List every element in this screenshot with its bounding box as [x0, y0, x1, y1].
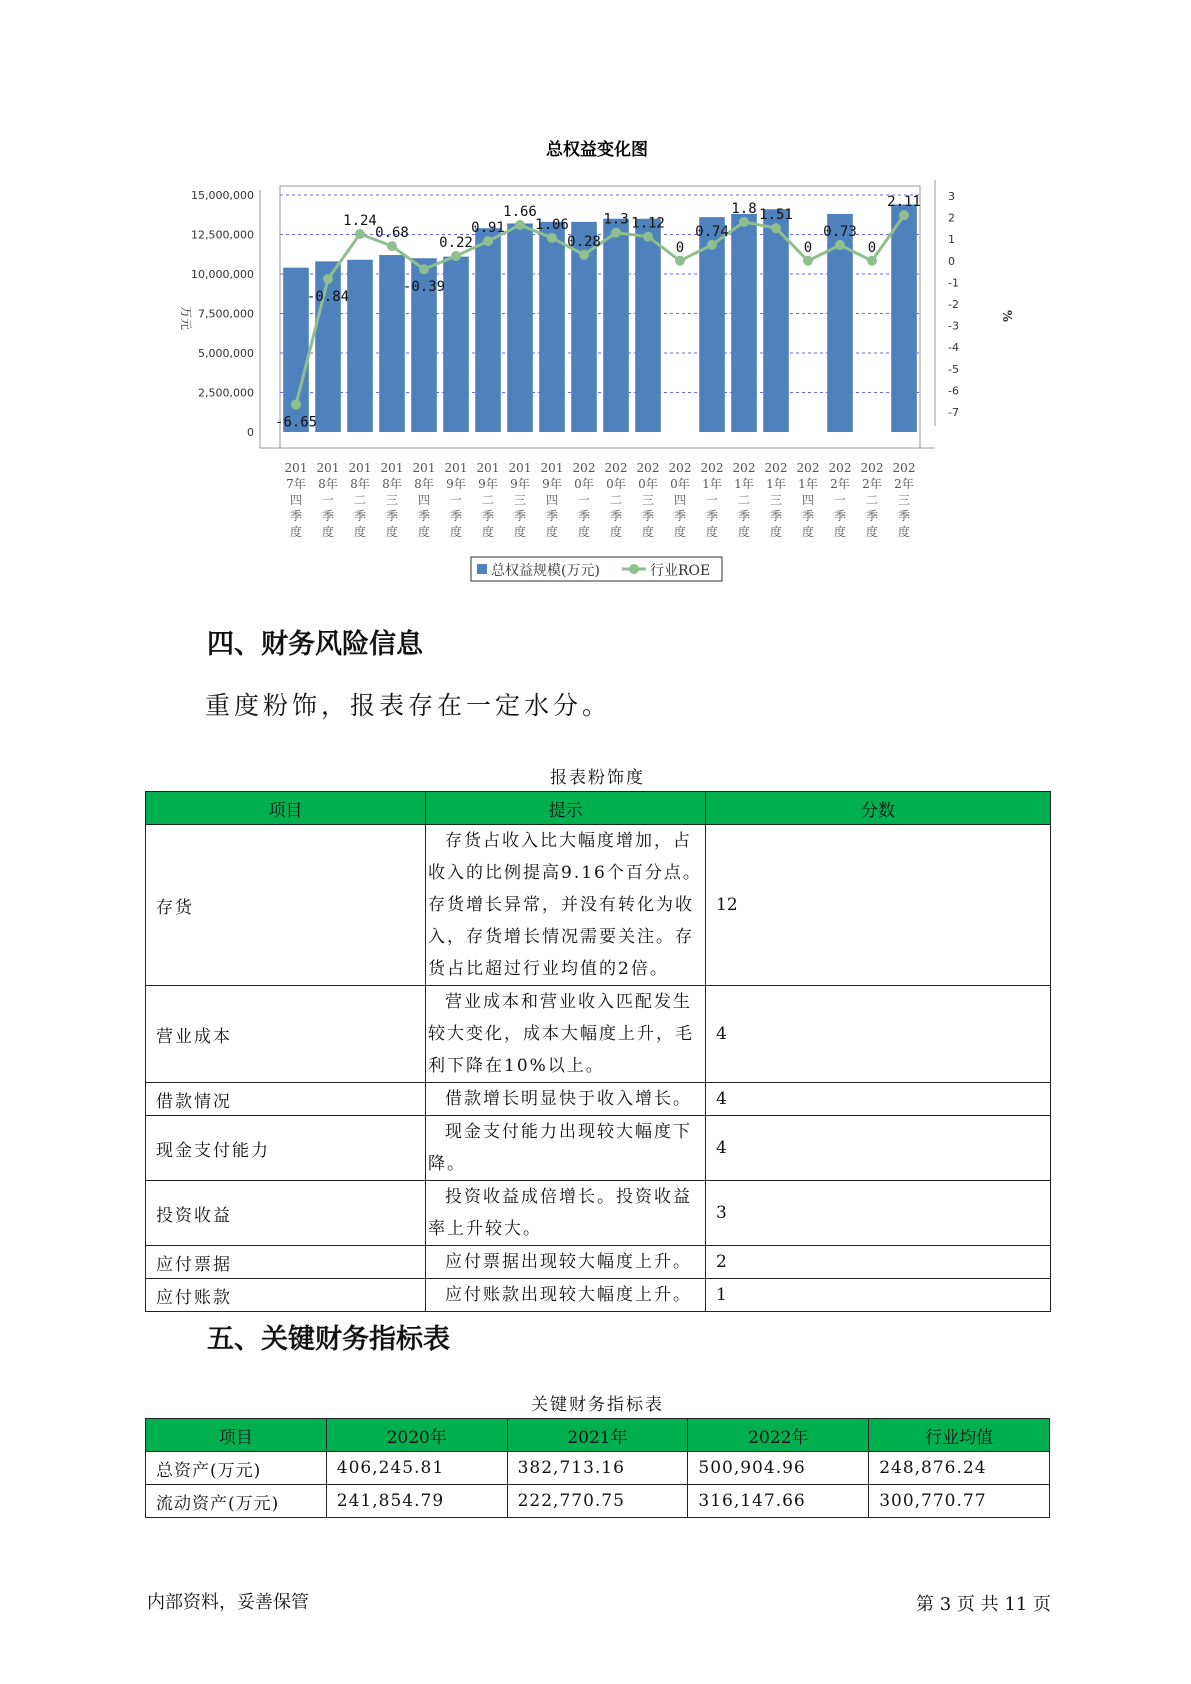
roe-point — [739, 217, 749, 227]
roe-point — [291, 399, 301, 409]
roe-point — [611, 228, 621, 238]
bar — [475, 228, 501, 432]
x-tick-label: 201 9年二季度 — [476, 461, 500, 539]
roe-data-label: 0.28 — [567, 233, 601, 250]
kpi-cell: 406,245.81 — [326, 1452, 507, 1485]
table-row — [146, 1083, 1051, 1116]
roe-data-label: 0 — [803, 239, 813, 256]
x-tick-label: 202 1年三季度 — [764, 461, 788, 539]
roe-data-label: 2.11 — [887, 194, 921, 211]
x-tick-label: 201 7年四季度 — [284, 461, 308, 539]
table-row — [146, 986, 1051, 1083]
y2-tick-label: -3 — [948, 319, 959, 333]
footer-confidential: 内部资料，妥善保管 — [147, 1592, 309, 1613]
table-row — [146, 1279, 1051, 1312]
x-tick-label: 202 1年一季度 — [700, 461, 724, 539]
roe-point — [419, 264, 429, 274]
risk-header-score: 分数 — [706, 792, 1051, 825]
bar — [379, 255, 405, 432]
roe-data-label: -6.65 — [274, 414, 318, 431]
table-row — [146, 1452, 1050, 1485]
kpi-cell: 总资产(万元) — [146, 1452, 327, 1485]
risk-item: 借款情况 — [146, 1083, 426, 1116]
roe-data-label: 1.12 — [631, 215, 665, 232]
y2-axis-label: % — [1000, 309, 1014, 323]
roe-point — [579, 250, 589, 260]
y-tick-label: 2,500,000 — [198, 386, 254, 400]
risk-score: 3 — [706, 1181, 1051, 1246]
kpi-header: 项目 — [146, 1419, 327, 1452]
y2-tick-label: 3 — [948, 190, 955, 203]
kpi-header: 2021年 — [507, 1419, 688, 1452]
risk-tip: 现金支付能力出现较大幅度下降。 — [426, 1116, 706, 1181]
risk-tip: 营业成本和营业收入匹配发生较大变化，成本大幅度上升，毛利下降在10%以上。 — [426, 986, 706, 1083]
roe-data-label: -0.39 — [402, 279, 446, 296]
x-tick-label: 201 8年二季度 — [348, 461, 372, 539]
y2-tick-label: -4 — [948, 341, 959, 355]
roe-data-label: 0.73 — [823, 224, 857, 241]
risk-score: 2 — [706, 1246, 1051, 1279]
roe-data-label: 1.51 — [759, 207, 793, 224]
roe-point — [483, 236, 493, 246]
legend-bar-label: 总权益规模(万元) — [491, 563, 600, 579]
roe-data-label: 1.24 — [343, 213, 377, 230]
kpi-table — [145, 1418, 1050, 1518]
table-row — [146, 1181, 1051, 1246]
kpi-header: 2020年 — [326, 1419, 507, 1452]
bar — [347, 260, 373, 432]
x-tick-label: 202 0年二季度 — [604, 461, 628, 539]
x-tick-label: 202 2年一季度 — [828, 461, 852, 539]
equity-chart — [160, 130, 1020, 600]
kpi-cell: 241,854.79 — [326, 1485, 507, 1518]
x-tick-label: 201 9年一季度 — [444, 461, 468, 539]
x-tick-label: 201 8年一季度 — [316, 461, 340, 539]
roe-data-label: 1.06 — [535, 216, 569, 233]
roe-data-label: 0.91 — [471, 220, 505, 237]
roe-data-label: 0 — [675, 239, 685, 256]
roe-point — [675, 256, 685, 266]
bar — [731, 214, 757, 432]
x-tick-label: 201 9年三季度 — [508, 461, 532, 539]
y2-tick-label: -6 — [948, 384, 959, 398]
risk-tip: 应付账款出现较大幅度上升。 — [426, 1279, 706, 1312]
y-tick-label: 0 — [247, 426, 254, 439]
bar — [603, 219, 629, 432]
y2-tick-label: -7 — [948, 406, 959, 419]
x-tick-label: 202 2年二季度 — [860, 461, 884, 539]
x-tick-label: 202 0年一季度 — [572, 461, 596, 539]
kpi-cell: 316,147.66 — [688, 1485, 869, 1518]
roe-data-label: 0.74 — [695, 223, 729, 240]
risk-header-tip: 提示 — [426, 792, 706, 825]
table-row — [146, 1116, 1051, 1181]
x-tick-label: 201 8年四季度 — [412, 461, 436, 539]
kpi-header: 2022年 — [688, 1419, 869, 1452]
kpi-cell: 248,876.24 — [869, 1452, 1050, 1485]
kpi-cell: 222,770.75 — [507, 1485, 688, 1518]
bar — [539, 222, 565, 432]
kpi-cell: 300,770.77 — [869, 1485, 1050, 1518]
risk-tip: 存货占收入比大幅度增加，占收入的比例提高9.16个百分点。存货增长异常，并没有转化为收入，存货增长情况需要关注。存货占比超过行业均值的2倍。 — [426, 825, 706, 986]
y-tick-label: 7,500,000 — [198, 307, 254, 321]
bar — [315, 261, 341, 432]
x-tick-label: 202 0年四季度 — [668, 461, 692, 539]
roe-point — [515, 220, 525, 230]
risk-score: 12 — [706, 825, 1051, 986]
roe-data-label: 1.8 — [731, 200, 757, 217]
roe-point — [803, 256, 813, 266]
risk-item: 投资收益 — [146, 1181, 426, 1246]
legend-line-label: 行业ROE — [650, 563, 711, 579]
x-tick-label: 201 8年三季度 — [380, 461, 404, 539]
kpi-cell: 流动资产(万元) — [146, 1485, 327, 1518]
bar — [635, 219, 661, 432]
roe-point — [323, 274, 333, 284]
risk-tip: 应付票据出现较大幅度上升。 — [426, 1246, 706, 1279]
risk-item: 现金支付能力 — [146, 1116, 426, 1181]
kpi-section-heading: 五、关键财务指标表 — [207, 1324, 450, 1355]
bar — [443, 257, 469, 432]
y2-tick-label: -1 — [948, 276, 959, 290]
roe-data-label: 0.68 — [375, 225, 409, 242]
x-tick-label: 202 1年二季度 — [732, 461, 756, 539]
x-tick-label: 202 0年三季度 — [636, 461, 660, 539]
roe-point — [771, 223, 781, 233]
legend — [471, 557, 722, 581]
x-tick-label: 201 9年四季度 — [540, 461, 564, 539]
roe-point — [387, 241, 397, 251]
risk-tip: 投资收益成倍增长。投资收益率上升较大。 — [426, 1181, 706, 1246]
kpi-cell: 500,904.96 — [688, 1452, 869, 1485]
roe-data-label: 0.22 — [439, 235, 473, 252]
roe-data-label: 1.66 — [503, 203, 537, 220]
footer-page-number: 第 3 页 共 11 页 — [916, 1594, 1051, 1615]
bar — [507, 223, 533, 432]
y2-tick-label: -2 — [948, 298, 959, 311]
y2-tick-label: -5 — [948, 362, 959, 376]
risk-score: 4 — [706, 1083, 1051, 1116]
roe-data-label: 1.3 — [603, 211, 629, 228]
risk-summary: 重度粉饰，报表存在一定水分。 — [205, 691, 612, 720]
roe-point — [867, 256, 877, 266]
bar — [891, 204, 917, 432]
y2-tick-label: 0 — [948, 254, 955, 268]
risk-score: 4 — [706, 986, 1051, 1083]
risk-score: 1 — [706, 1279, 1051, 1312]
roe-point — [899, 210, 909, 220]
risk-item: 应付票据 — [146, 1246, 426, 1279]
chart-svg — [160, 130, 1020, 600]
risk-section-heading: 四、财务风险信息 — [207, 629, 423, 660]
kpi-cell: 382,713.16 — [507, 1452, 688, 1485]
table-row — [146, 825, 1051, 986]
risk-item: 应付账款 — [146, 1279, 426, 1312]
y-tick-label: 15,000,000 — [191, 189, 254, 202]
roe-data-label: -0.84 — [306, 288, 350, 305]
risk-table-caption: 报表粉饰度 — [550, 768, 645, 788]
risk-item: 存货 — [146, 825, 426, 986]
roe-point — [547, 233, 557, 243]
risk-header-item: 项目 — [146, 792, 426, 825]
y-tick-label: 12,500,000 — [191, 228, 254, 242]
risk-score: 4 — [706, 1116, 1051, 1181]
y2-tick-label: 2 — [948, 211, 955, 225]
risk-item: 营业成本 — [146, 986, 426, 1083]
bar — [763, 209, 789, 432]
roe-point — [451, 251, 461, 261]
risk-tip: 借款增长明显快于收入增长。 — [426, 1083, 706, 1116]
roe-data-label: 0 — [867, 239, 877, 256]
y-axis-label: 万元 — [179, 305, 193, 331]
roe-point — [643, 232, 653, 242]
x-tick-label: 202 1年四季度 — [796, 461, 820, 539]
kpi-header: 行业均值 — [869, 1419, 1050, 1452]
x-tick-label: 202 2年三季度 — [892, 461, 916, 539]
risk-table — [145, 791, 1051, 1312]
kpi-table-caption: 关键财务指标表 — [531, 1395, 664, 1415]
roe-point — [707, 240, 717, 250]
y-tick-label: 5,000,000 — [198, 347, 254, 360]
y-tick-label: 10,000,000 — [191, 268, 254, 281]
y2-tick-label: 1 — [948, 233, 955, 247]
table-row — [146, 1246, 1051, 1279]
roe-point — [355, 229, 365, 239]
table-row — [146, 1485, 1050, 1518]
roe-point — [835, 240, 845, 250]
chart-title: 总权益变化图 — [546, 140, 648, 160]
